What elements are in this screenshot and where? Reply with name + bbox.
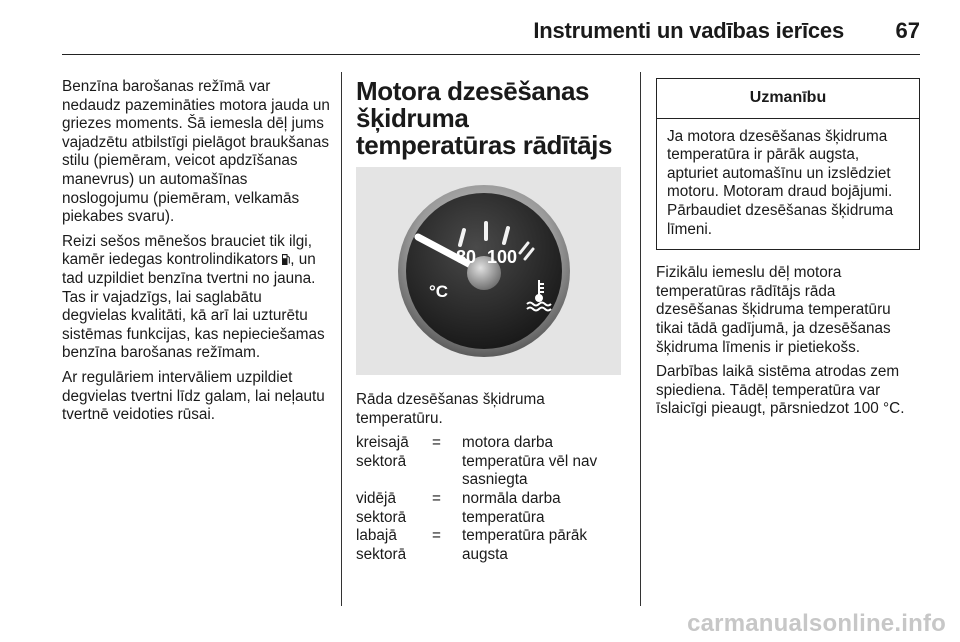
coolant-gauge-svg [356,167,621,375]
watermark: carmanualsonline.info [687,610,946,637]
gauge-label-100: 100 [487,247,518,267]
column-divider-right [640,72,641,606]
paragraph-pressure-note: Darbības laikā sistēma atrodas zem spiediena. Tādēļ temperatūra var īslaicīgi pieaugt, pārsniedzot 100 °C. [656,363,905,418]
paragraph-physics-note: Fizikālu iemeslu dēļ motora temperatūras rādītājs rāda dzesēšanas šķidruma temperatūru tikai tādā gadījumā, ja dzesēšanas šķidruma līmenis ir pietiekošs. [656,264,891,356]
definition-equals: = [432,527,441,545]
definition-desc: temperatūra pārāk augsta [462,527,587,563]
definition-term: labajā sektorā [356,527,407,563]
definition-desc: motora darba temperatūra vēl nav sasniegta [462,434,598,489]
paragraph-six-months-start: Reizi sešos mēnešos brauciet tik ilgi, kamēr iedegas kontrolindikators [62,232,312,269]
section-title: Motora dzesēšanas šķidruma temperatūras rādītājs [356,76,613,160]
definition-row [356,527,624,564]
definition-term: vidējā sektorā [356,489,407,526]
coolant-gauge-illustration [356,167,621,375]
page-header [62,14,920,55]
paragraph-rust: Ar regulāriem intervāliem uzpildiet degvielas tvertni līdz galam, lai neļautu tvertnē veidoties rūsai. [62,368,325,424]
gauge-label-80: 80 [456,247,477,267]
column-left [62,78,330,431]
paragraph-six-months [62,233,330,363]
column-divider-left [341,72,342,606]
definition-table [356,434,624,564]
definition-desc: normāla darba temperatūra [462,489,561,526]
warning-box [656,78,920,250]
definition-equals: = [432,489,441,507]
definition-row [356,434,624,490]
warning-title: Uzmanību [657,79,919,119]
paragraph-power-note: Benzīna barošanas režīmā var nedaudz pazemināties motora jauda un griezes moments. Šā iemesla dēļ jums vajadzētu atbilstīgi pielāgot braukšanas stilu (piemēram, veicot apdzīšanas manevrus) un automašīnas noslogojumu (piemēram, velkamās piekabes svaru). [62,78,330,226]
paragraph-six-months-end: , un tad uzpildiet benzīna tvertni no jauna. Tas ir vajadzīgs, lai saglabātu degvielas kvalitāti, kā arī lai uzturētu sistēmas funkcijas, kas nepieciešamas benzīna barošanas režīmam. [62,251,325,362]
warning-text: Ja motora dzesēšanas šķidruma temperatūra ir pārāk augsta, apturiet automašīnu un izslēdziet motoru. Motoram draud bojājumi. Pārbaudiet dzesēšanas šķidruma līmeni. [667,127,894,238]
definition-row [356,490,624,527]
gauge-unit: °C [429,282,449,301]
page-number: 67 [895,18,920,43]
definition-equals: = [432,434,441,452]
column-right [656,78,920,425]
gauge-intro: Rāda dzesēšanas šķidruma temperatūru. [356,391,545,427]
column-middle [356,78,624,564]
definition-term: kreisajā sektorā [356,434,409,470]
header-title: Instrumenti un vadības ierīces [533,18,844,43]
